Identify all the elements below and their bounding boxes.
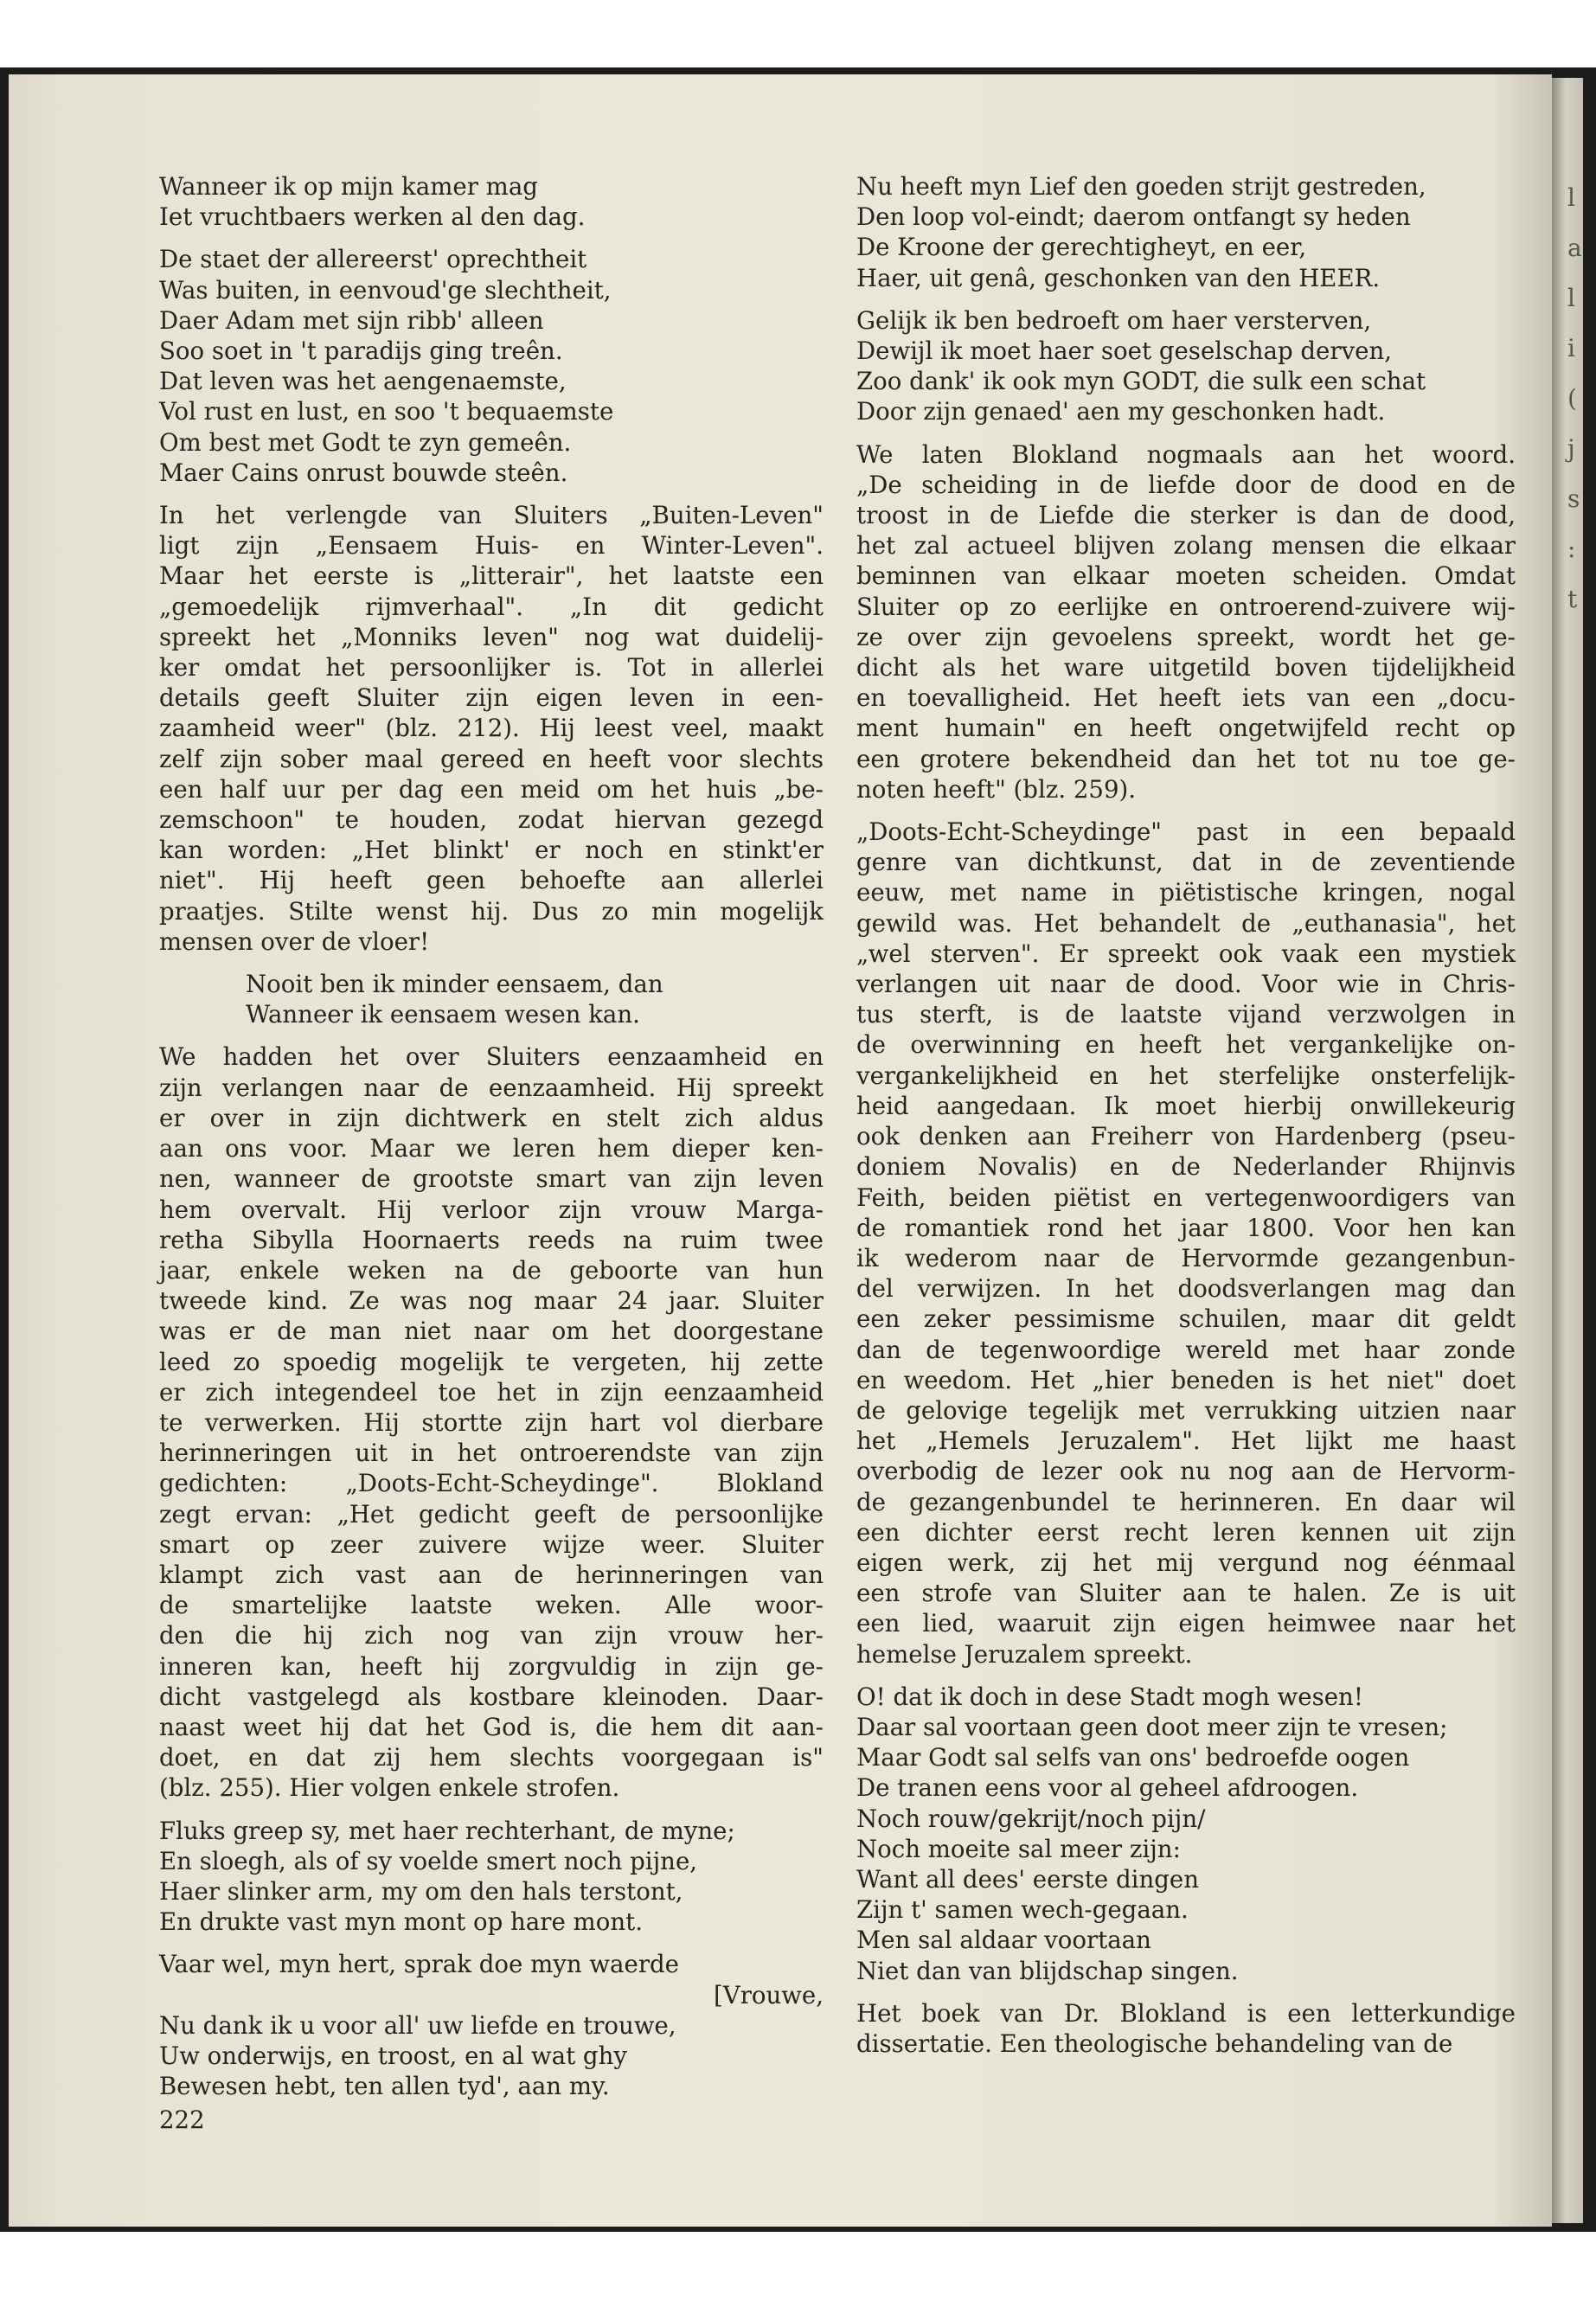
text-line: doniem Novalis) en de Nederlander Rhijnvis bbox=[856, 1152, 1516, 1182]
text-line: en weedom. Het „hier beneden is het niet" doet bbox=[856, 1365, 1516, 1394]
edge-char: l bbox=[1567, 183, 1575, 212]
text-line: „Doots-Echt-Scheydinge" past in een bepaald bbox=[856, 817, 1516, 847]
prose-paragraph bbox=[856, 817, 1516, 1670]
prose-paragraph bbox=[856, 439, 1516, 804]
verse-line: Gelijk ik ben bedroeft om haer versterven, bbox=[856, 305, 1372, 335]
text-line: heid aangedaan. Ik moet hierbij onwillekeurig bbox=[856, 1091, 1516, 1120]
prose-paragraph bbox=[159, 1042, 824, 1803]
text-line: kan worden: „Het blinkt' er noch en stinkt'er bbox=[159, 836, 824, 865]
edge-char: t bbox=[1567, 585, 1578, 613]
text-line: de overwinning en heeft het vergankelijke on- bbox=[856, 1030, 1516, 1060]
text-line: „gemoedelijk rijmverhaal". „In dit gedicht bbox=[159, 592, 824, 621]
verse-line: Was buiten, in eenvoud'ge slechtheit, bbox=[159, 275, 612, 304]
text-line: naast weet hij dat het God is, die hem dit aan- bbox=[159, 1712, 824, 1741]
text-line: Sluiter op zo eerlijke en ontroerend-zuivere wij- bbox=[856, 592, 1516, 621]
scan-top-margin bbox=[0, 0, 1596, 67]
prose-paragraph bbox=[856, 1998, 1516, 2059]
text-line: Het boek van Dr. Blokland is een letterkundige bbox=[856, 1998, 1516, 2028]
verse-line: Daar sal voortaan geen doot meer zijn te vresen; bbox=[856, 1712, 1448, 1741]
text-line: „De scheiding in de liefde door de dood en de bbox=[856, 470, 1516, 499]
block-gap bbox=[856, 293, 1516, 305]
verse-line: De staet der allereerst' oprechtheit bbox=[159, 245, 587, 274]
text-line: de gelovige tegelijk met verrukking uitzien naar bbox=[856, 1395, 1516, 1425]
verse-stanza bbox=[159, 1816, 824, 1938]
text-line: noten heeft" (blz. 259). bbox=[856, 774, 1137, 804]
block-gap bbox=[856, 804, 1516, 817]
block-gap bbox=[856, 427, 1516, 439]
verse-line: En sloegh, als of sy voelde smert noch pijne, bbox=[159, 1846, 698, 1875]
text-line: „wel sterven". Er spreekt ook vaak een mystiek bbox=[856, 939, 1516, 968]
verse-stanza bbox=[159, 1949, 824, 2101]
edge-char: a bbox=[1567, 234, 1582, 262]
text-line: smart op zeer zuivere wijze weer. Sluiter bbox=[159, 1529, 824, 1559]
verse-line: Nu dank ik u voor all' uw liefde en trouwe, bbox=[159, 2010, 676, 2040]
text-line: dan de tegenwoordige wereld met haar zonde bbox=[856, 1335, 1516, 1364]
text-line: ik wederom naar de Hervormde gezangenbun- bbox=[856, 1243, 1516, 1272]
text-line: het zal actueel blijven zolang mensen die elkaar bbox=[856, 531, 1516, 561]
text-line: jaar, enkele weken na de geboorte van hun bbox=[159, 1255, 824, 1285]
text-line: een dichter eerst recht leren kennen uit zijn bbox=[856, 1517, 1516, 1547]
verse-line: En drukte vast myn mont op hare mont. bbox=[159, 1907, 643, 1937]
verse-line: Wanneer ik op mijn kamer mag bbox=[159, 172, 538, 201]
text-line: vergankelijkheid en het sterfelijke onsterfelijk- bbox=[856, 1061, 1516, 1090]
block-gap bbox=[159, 232, 824, 244]
verse-stanza bbox=[856, 1682, 1516, 1986]
text-line: We hadden het over Sluiters eenzaamheid en bbox=[159, 1042, 824, 1072]
prose-paragraph bbox=[159, 500, 824, 957]
text-line: beminnen van elkaar moeten scheiden. Omdat bbox=[856, 561, 1516, 591]
text-line: klampt zich vast aan de herinneringen van bbox=[159, 1560, 824, 1589]
text-line: praatjes. Stilte wenst hij. Dus zo min mogelijk bbox=[159, 896, 824, 926]
text-line: een strofe van Sluiter aan te halen. Ze is uit bbox=[856, 1579, 1516, 1608]
text-line: zaamheid weer" (blz. 212). Hij leest veel, maakt bbox=[159, 714, 824, 743]
verse-line: Maer Cains onrust bouwde steên. bbox=[159, 458, 568, 487]
text-line: nen, wanneer de grootste smart van zijn leven bbox=[159, 1164, 824, 1194]
verse-stanza bbox=[159, 171, 824, 232]
verse-line: Soo soet in 't paradijs ging treên. bbox=[159, 336, 563, 366]
text-line: overbodig de lezer ook nu nog aan de Hervorm- bbox=[856, 1457, 1516, 1486]
verse-line: Bewesen hebt, ten allen tyd', aan my. bbox=[159, 2072, 610, 2101]
text-line: eigen werk, zij het mij vergund nog éénmaal bbox=[856, 1548, 1516, 1577]
verse-line: Niet dan van blijdschap singen. bbox=[856, 1956, 1239, 1985]
verse-line: Fluks greep sy, met haer rechterhant, de myne; bbox=[159, 1816, 735, 1845]
text-line: hem overvalt. Hij verloor zijn vrouw Marga- bbox=[159, 1195, 824, 1224]
text-line: dicht als het ware uitgetild boven tijdelijkheid bbox=[856, 653, 1516, 683]
verse-stanza bbox=[856, 171, 1516, 293]
verse-line: De tranen eens voor al geheel afdroogen. bbox=[856, 1773, 1359, 1803]
text-line: het „Hemels Jeruzalem". Het lijkt me haast bbox=[856, 1426, 1516, 1456]
left-column bbox=[159, 171, 824, 2136]
text-line: gedichten: „Doots-Echt-Scheydinge". Blokland bbox=[159, 1469, 824, 1498]
text-line: herinneringen uit in het ontroerendste van zijn bbox=[159, 1439, 824, 1468]
verse-line: De Kroone der gerechtigheyt, en eer, bbox=[856, 233, 1307, 262]
verse-line: Maar Godt sal selfs van ons' bedroefde oogen bbox=[856, 1743, 1410, 1772]
text-line: een half uur per dag een meid om het huis „be- bbox=[159, 774, 824, 804]
text-line: zegt ervan: „Het gedicht geeft de persoonlijke bbox=[159, 1499, 824, 1529]
text-line: zijn verlangen naar de eenzaamheid. Hij spreekt bbox=[159, 1073, 824, 1102]
text-line: de smartelijke laatste weken. Alle woor- bbox=[159, 1591, 824, 1620]
verse-line: Men sal aldaar voortaan bbox=[856, 1926, 1151, 1955]
verse-line: Zoo dank' ik ook myn GODT, die sulk een schat bbox=[856, 367, 1426, 396]
verse-line: Dat leven was het aengenaemste, bbox=[159, 367, 567, 396]
block-gap bbox=[159, 1937, 824, 1949]
verse-line: Den loop vol-eindt; daerom ontfangt sy heden bbox=[856, 202, 1411, 232]
text-line: de gezangenbundel te herinneren. En daar wil bbox=[856, 1487, 1516, 1516]
text-line: er over in zijn dichtwerk en stelt zich aldus bbox=[159, 1103, 824, 1132]
verse-line: Iet vruchtbaers werken al den dag. bbox=[159, 202, 586, 232]
text-line: gewild was. Het behandelt de „euthanasia", het bbox=[856, 908, 1516, 938]
text-line: Maar het eerste is „litterair", het laatste een bbox=[159, 561, 824, 591]
verse-line: Wanneer ik eensaem wesen kan. bbox=[246, 1000, 640, 1029]
block-gap bbox=[159, 1029, 824, 1042]
text-line: zemschoon" te houden, zodat hiervan gezegd bbox=[159, 805, 824, 835]
verse-line: Uw onderwijs, en troost, en al wat ghy bbox=[159, 2041, 627, 2070]
verse-stanza bbox=[159, 244, 824, 488]
text-line: niet". Hij heeft geen behoefte aan allerlei bbox=[159, 866, 824, 895]
text-line: dissertatie. Een theologische behandeling van de bbox=[856, 2029, 1453, 2058]
text-line: een lied, waaruit zijn eigen heimwee naar het bbox=[856, 1609, 1516, 1638]
text-line: retha Sibylla Hoornaerts reeds na ruim twee bbox=[159, 1225, 824, 1254]
verse-line: Noch moeite sal meer zijn: bbox=[856, 1834, 1181, 1863]
text-line: leed zo spoedig mogelijk te vergeten, hij zette bbox=[159, 1347, 824, 1376]
edge-char: : bbox=[1567, 535, 1576, 563]
text-line: doet, en dat zij hem slechts voorgegaan is" bbox=[159, 1743, 824, 1772]
text-line: tweede kind. Ze was nog maar 24 jaar. Sluiter bbox=[159, 1286, 824, 1316]
verse-stanza bbox=[159, 969, 824, 1029]
text-line: ook denken aan Freiherr von Hardenberg (pseu- bbox=[856, 1122, 1516, 1151]
text-line: genre van dichtkunst, dat in de zeventiende bbox=[856, 848, 1516, 877]
text-line: spreekt het „Monniks leven" nog wat duidelij- bbox=[159, 622, 824, 651]
text-line: (blz. 255). Hier volgen enkele strofen. bbox=[159, 1773, 620, 1803]
verse-line: Nu heeft myn Lief den goeden strijt gestreden, bbox=[856, 172, 1426, 201]
text-line: was er de man niet naar om het doorgestane bbox=[159, 1317, 824, 1346]
edge-char: j bbox=[1567, 434, 1575, 463]
verse-line: Vol rust en lust, en soo 't bequaemste bbox=[159, 397, 614, 426]
text-line: verlangen uit naar de dood. Voor wie in Chris- bbox=[856, 970, 1516, 999]
block-gap bbox=[159, 488, 824, 500]
right-column bbox=[856, 171, 1516, 2059]
verse-line: [Vrouwe, bbox=[714, 1980, 824, 2009]
verse-line: Daer Adam met sijn ribb' alleen bbox=[159, 305, 544, 335]
verse-stanza bbox=[856, 305, 1516, 427]
edge-char: i bbox=[1567, 334, 1575, 362]
page-number: 222 bbox=[159, 2106, 205, 2135]
verse-line: Want all dees' eerste dingen bbox=[856, 1864, 1199, 1894]
block-gap bbox=[856, 1986, 1516, 1998]
text-line: In het verlengde van Sluiters „Buiten-Leven" bbox=[159, 501, 824, 530]
text-line: del verwijzen. In het doodsverlangen mag dan bbox=[856, 1274, 1516, 1304]
text-line: te verwerken. Hij stortte zijn hart vol dierbare bbox=[159, 1407, 824, 1437]
verse-line: Haer slinker arm, my om den hals terstont, bbox=[159, 1876, 683, 1906]
verse-line: Om best met Godt te zyn gemeên. bbox=[159, 427, 572, 457]
next-page-edge-text bbox=[1567, 173, 1585, 625]
text-line: ment humain" en heeft ongetwijfeld recht op bbox=[856, 714, 1516, 743]
text-line: details geeft Sluiter zijn eigen leven in een- bbox=[159, 683, 824, 713]
text-line: troost in de Liefde die sterker is dan de dood, bbox=[856, 501, 1516, 530]
verse-line: Door zijn genaed' aen my geschonken hadt. bbox=[856, 397, 1386, 426]
text-line: een zeker pessimisme schuilen, maar dit geldt bbox=[856, 1304, 1516, 1334]
verse-line: Zijn t' samen wech-gegaan. bbox=[856, 1895, 1189, 1925]
text-line: zelf zijn sober maal gereed en heeft voor slechts bbox=[159, 744, 824, 773]
verse-line: Dewijl ik moet haer soet geselschap derven, bbox=[856, 336, 1393, 366]
verse-line: Nooit ben ik minder eensaem, dan bbox=[246, 970, 663, 999]
block-gap bbox=[856, 1670, 1516, 1682]
text-line: den die hij zich nog van zijn vrouw her- bbox=[159, 1621, 824, 1650]
text-line: We laten Blokland nogmaals aan het woord. bbox=[856, 439, 1516, 469]
text-line: Feith, beiden piëtist en vertegenwoordigers van bbox=[856, 1183, 1516, 1212]
text-line: ze over zijn gevoelens spreekt, wordt het ge- bbox=[856, 622, 1516, 651]
text-line: er zich integendeel toe het in zijn eenzaamheid bbox=[159, 1377, 824, 1407]
text-line: mensen over de vloer! bbox=[159, 926, 430, 956]
verse-line: Noch rouw/gekrijt/noch pijn/ bbox=[856, 1804, 1206, 1833]
block-gap bbox=[159, 1804, 824, 1816]
verse-line: Haer, uit genâ, geschonken van den HEER. bbox=[856, 263, 1381, 292]
text-line: inneren kan, heeft hij zorgvuldig in zijn ge- bbox=[159, 1651, 824, 1681]
text-line: en toevalligheid. Het heeft iets van een „docu- bbox=[856, 683, 1516, 713]
verse-line: Vaar wel, myn hert, sprak doe myn waerde bbox=[159, 1950, 680, 1979]
text-line: ker omdat het persoonlijker is. Tot in allerlei bbox=[159, 653, 824, 683]
text-line: dicht vastgelegd als kostbare kleinoden. Daar- bbox=[159, 1682, 824, 1711]
edge-char: s bbox=[1567, 484, 1580, 513]
block-gap bbox=[159, 957, 824, 969]
edge-char: l bbox=[1567, 284, 1575, 312]
text-line: een grotere bekendheid dan het tot nu toe ge- bbox=[856, 744, 1516, 773]
edge-char: ( bbox=[1567, 384, 1577, 413]
text-line: tus sterft, is de laatste vijand verzwolgen in bbox=[856, 1000, 1516, 1029]
scan-bottom-margin bbox=[0, 2232, 1596, 2301]
text-line: aan ons voor. Maar we leren hem dieper ken- bbox=[159, 1134, 824, 1163]
text-line: de romantiek rond het jaar 1800. Voor hen kan bbox=[856, 1213, 1516, 1242]
text-line: eeuw, met name in piëtistische kringen, nogal bbox=[856, 878, 1516, 907]
text-line: ligt zijn „Eensaem Huis- en Winter-Leven". bbox=[159, 531, 824, 561]
verse-line: O! dat ik doch in dese Stadt mogh wesen! bbox=[856, 1682, 1363, 1711]
text-line: hemelse Jeruzalem spreekt. bbox=[856, 1639, 1193, 1669]
